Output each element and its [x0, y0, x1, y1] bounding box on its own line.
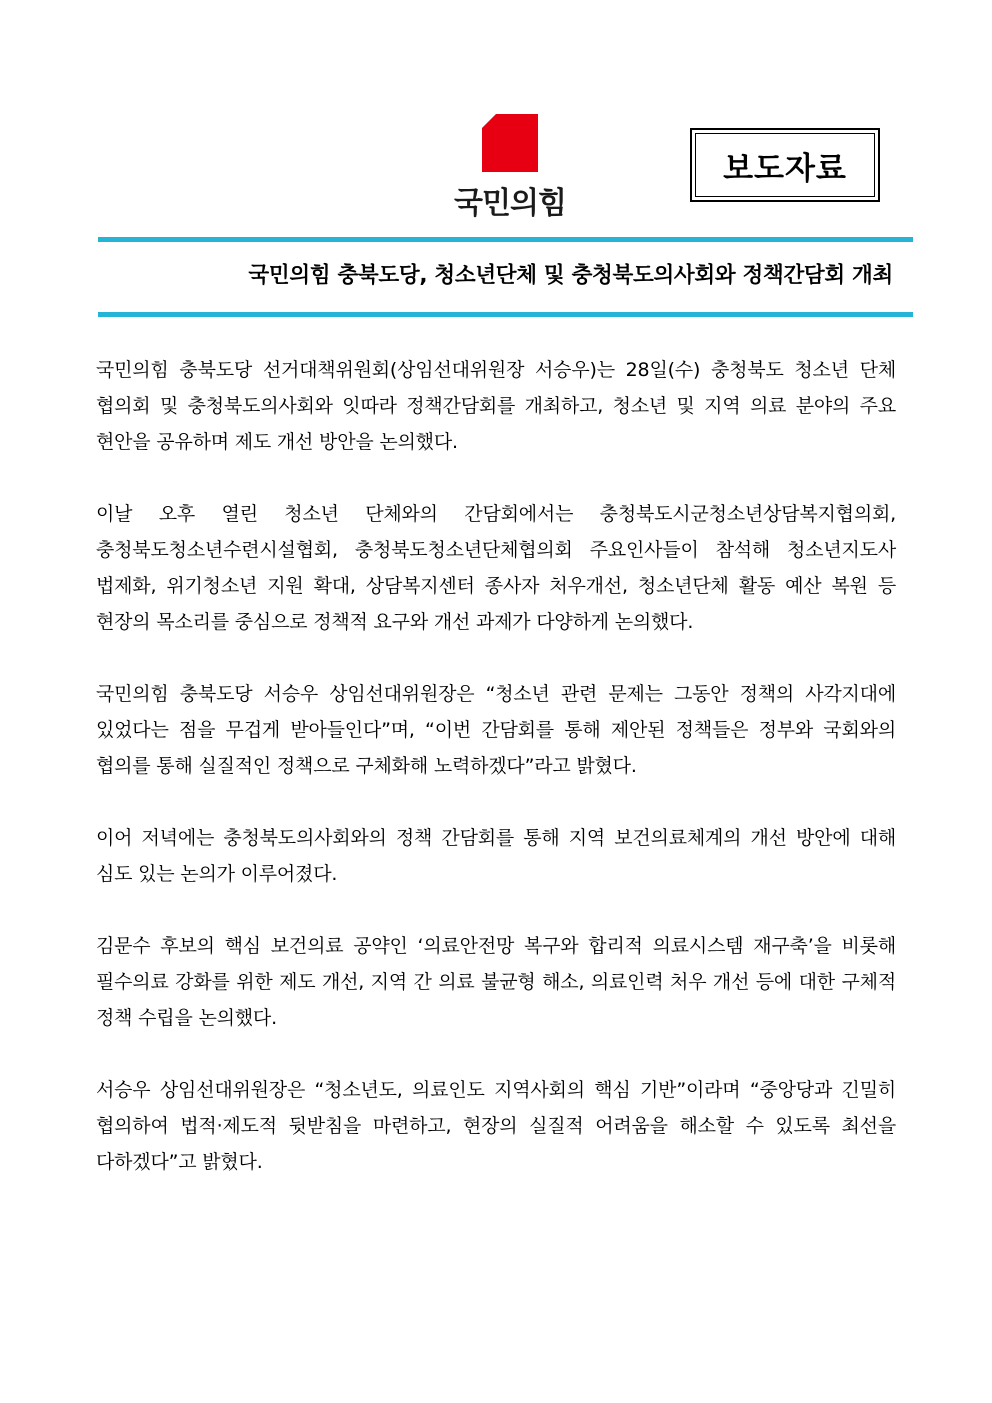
- press-release-label: 보도자료: [695, 133, 875, 197]
- article-body: [96, 352, 896, 1216]
- paragraph: 이어 저녁에는 충청북도의사회와의 정책 간담회를 통해 지역 보건의료체계의 개선 방안에 대해 심도 있는 논의가 이루어졌다.: [96, 827, 896, 885]
- paragraph: 김문수 후보의 핵심 보건의료 공약인 ‘의료안전망 복구와 합리적 의료시스템 재구축’을 비롯해 필수의료 강화를 위한 제도 개선, 지역 간 의료 불균형 해소, 의료인력 처우 개선 등에 대한 구체적 정책 수립을 논의했다.: [96, 935, 896, 1029]
- paragraph: 국민의힘 충북도당 서승우 상임선대위원장은 “청소년 관련 문제는 그동안 정책의 사각지대에 있었다는 점을 무겁게 받아들인다”며, “이번 간담회를 통해 제안된 정책들은 정부와 국회와의 협의를 통해 실질적인 정책으로 구체화해 노력하겠다”라고 밝혔다.: [96, 683, 896, 777]
- top-divider: [98, 237, 913, 242]
- paragraph: 국민의힘 충북도당 선거대책위원회(상임선대위원장 서승우)는 28일(수) 충청북도 청소년 단체 협의회 및 충청북도의사회와 잇따라 정책간담회를 개최하고, 청소년 및 지역 의료 분야의 주요 현안을 공유하며 제도 개선 방안을 논의했다.: [96, 359, 896, 453]
- paragraph: 서승우 상임선대위원장은 “청소년도, 의료인도 지역사회의 핵심 기반”이라며 “중앙당과 긴밀히 협의하여 법적·제도적 뒷받침을 마련하고, 현장의 실질적 어려움을 해소할 수 있도록 최선을 다하겠다”고 밝혔다.: [96, 1079, 896, 1173]
- party-logo-text: 국민의힘: [454, 186, 566, 221]
- bottom-divider: [98, 312, 913, 317]
- party-logo-mark-icon: [482, 114, 538, 172]
- headline: 국민의힘 충북도당, 청소년단체 및 충청북도의사회와 정책간담회 개최: [248, 263, 893, 288]
- press-release-label-box: [690, 128, 880, 202]
- party-logo: [430, 112, 590, 228]
- paragraph: 이날 오후 열린 청소년 단체와의 간담회에서는 충청북도시군청소년상담복지협의회, 충청북도청소년수련시설협회, 충청북도청소년단체협의회 주요인사들이 참석해 청소년지도사 법제화, 위기청소년 지원 확대, 상담복지센터 종사자 처우개선, 청소년단체 활동 예산 복원 등 현장의 목소리를 중심으로 정책적 요구와 개선 과제가 다양하게 논의했다.: [96, 503, 896, 633]
